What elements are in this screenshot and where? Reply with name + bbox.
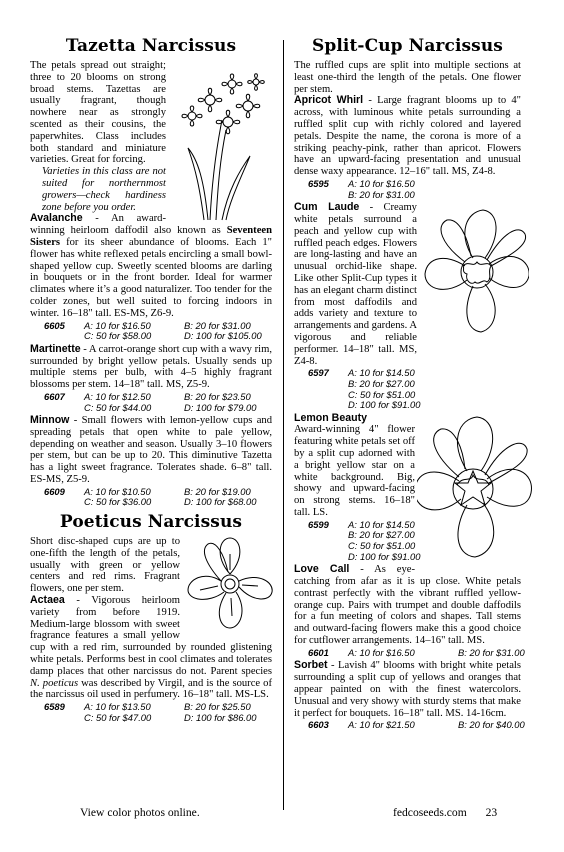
price-b: B: 20 for $25.50 bbox=[184, 701, 251, 713]
splitcup-intro: The ruffled cups are split into multiple sections at least one-third the length of the petals. One flower per stem. bbox=[294, 60, 521, 95]
price-d: D: 100 for $68.00 bbox=[184, 496, 257, 508]
tazetta-heading: Tazetta Narcissus bbox=[65, 36, 237, 56]
price-a: A: 10 for $14.50 bbox=[348, 367, 415, 379]
cumlaude-illustration-icon bbox=[421, 204, 529, 346]
avalanche-price bbox=[44, 321, 272, 342]
item-code: 6595 bbox=[308, 177, 329, 189]
martinette-desc bbox=[30, 344, 272, 391]
price-c: C: 50 for $51.00 bbox=[348, 540, 416, 552]
actaea-desc-2: was described by Virgil, and is the source of the narcissus oil used in perfumery. 16–18" tall. MS-LS. bbox=[30, 677, 272, 701]
sorbet-price bbox=[308, 719, 525, 731]
lemon-name: Lemon Beauty bbox=[294, 411, 367, 424]
footer-website[interactable]: fedcoseeds.com bbox=[393, 806, 467, 819]
price-a: A: 10 for $21.50 bbox=[348, 719, 415, 731]
page-number: 23 bbox=[485, 806, 498, 819]
price-d: D: 100 for $79.00 bbox=[184, 401, 257, 413]
item-code: 6605 bbox=[44, 319, 65, 331]
cumlaude-name: Cum Laude bbox=[294, 201, 360, 214]
poeticus-intro: Short disc-shaped cups are up to one-fifth the length of the petals, usually with green or yellow centers and red rims. Fragrant flowers, one per stem. bbox=[30, 536, 180, 595]
apricot-desc-text: - Large fragrant blooms up to 4" across, with luminous white petals surrounding a ruffled split cup with richly colored and layered petals. Despite the name, the corona is more of a striking peachy-pink, rather than apricot. Flowers have an upward-facing presentation and unusual dense waxy appearance. 12–16" tall. MS, Z4-8. bbox=[294, 95, 521, 178]
left-column bbox=[30, 32, 272, 725]
item-code: 6609 bbox=[44, 485, 65, 497]
price-a: A: 10 for $14.50 bbox=[348, 518, 415, 530]
martinette-desc-text: - A carrot-orange short cup with a wavy rim, surrounded by bright yellow petals. Usually sends up multiple stems per bulb, with 4–5 highly fragrant blossoms per stem. 14–18" tall. MS, Z5-9. bbox=[30, 343, 272, 391]
price-b: B: 20 for $31.00 bbox=[184, 319, 251, 331]
price-d: D: 100 for $91.00 bbox=[348, 550, 421, 562]
item-code: 6589 bbox=[44, 701, 65, 713]
item-code: 6603 bbox=[308, 719, 329, 731]
splitcup-heading: Split-Cup Narcissus bbox=[312, 36, 503, 56]
lovecall-desc-text: - As eye-catching from afar as it is up close. White petals contrast perfectly with the vibrant ruffled yellow-orange cup. Pairs with trumpet and double daffodils for a fun meeting of colors and shapes. Tall stems and outward-facing flowers make this a good choice for cutflower arrangements. 14–16" tall. MS. bbox=[294, 564, 521, 647]
avalanche-desc bbox=[30, 213, 272, 319]
minnow-desc bbox=[30, 415, 272, 486]
price-a: A: 10 for $12.50 bbox=[84, 390, 151, 402]
right-column bbox=[294, 32, 525, 733]
price-d: D: 100 for $86.00 bbox=[184, 711, 257, 723]
price-c: C: 50 for $58.00 bbox=[84, 330, 152, 342]
lovecall-price bbox=[308, 646, 525, 659]
apricot-name: Apricot Whirl bbox=[294, 94, 364, 107]
lovecall-name: Love Call bbox=[294, 563, 350, 576]
price-b: B: 20 for $31.00 bbox=[458, 646, 525, 658]
price-c: C: 50 for $44.00 bbox=[84, 401, 152, 413]
minnow-price bbox=[44, 487, 272, 508]
avalanche-desc-2: for its sheer abundance of blooms. Each 1" flower has white reflexed petals encircling a small bowl-shaped yellow cup. Sweetly scented blooms are darling in bouquets or in the front border. Ideal for warmer climates where it’s a good naturalizer. Too tender for the colder zones, but well suited to forcing indoors in winter. 16–18" tall. ES-MS, Z6-9. bbox=[30, 236, 272, 319]
martinette-price bbox=[44, 392, 272, 413]
minnow-name: Minnow bbox=[30, 414, 70, 427]
lemon-price bbox=[308, 518, 421, 562]
price-b: B: 20 for $23.50 bbox=[184, 390, 251, 402]
sorbet-desc bbox=[294, 660, 521, 719]
tazetta-note: Varieties in this class are not suited for northernmost growers—check hardiness zone before you order. bbox=[42, 166, 166, 213]
poeticus-illustration-icon bbox=[184, 536, 276, 632]
price-a: A: 10 for $10.50 bbox=[84, 485, 151, 497]
sorbet-desc-text: - Lavish 4" blooms with bright white petals surrounding a split cup of yellows and oranges that appear painted on with the finest watercolors. Unusual and very showy with sturdy stems that make it perfect for bouquets. 16–18" tall. MS. 14-16cm. bbox=[294, 660, 521, 719]
price-a: A: 10 for $16.50 bbox=[348, 646, 415, 658]
actaea-price bbox=[44, 702, 272, 723]
price-b: B: 20 for $27.00 bbox=[348, 377, 415, 389]
lemon-desc-text: Award-winning 4" flower featuring white petals set off by a split cup adorned with a bright yellow star on a white background. Big, showy and upward-facing on strong stems. 16–18" tall. LS. bbox=[294, 424, 416, 519]
price-d: D: 100 for $91.00 bbox=[348, 399, 421, 411]
poeticus-heading: Poeticus Narcissus bbox=[59, 512, 243, 533]
price-a: A: 10 for $16.50 bbox=[348, 177, 415, 189]
column-divider bbox=[283, 40, 284, 810]
footer-photos-note: View color photos online. bbox=[80, 806, 200, 819]
apricot-desc bbox=[294, 95, 521, 178]
price-d: D: 100 for $105.00 bbox=[184, 330, 262, 342]
avalanche-name: Avalanche bbox=[30, 212, 83, 225]
actaea-desc-1: - Vigorous heirloom variety from before 1919. Medium-large blossom with sweet fragrance features a small yellow cup with a red rim, surrounded by rounded glistening white petals. Performs best in cool climates and tolerates damp places that other narcissus do not. Parent species bbox=[30, 595, 272, 677]
item-code: 6607 bbox=[44, 390, 65, 402]
lovecall-desc bbox=[294, 564, 521, 647]
tazetta-illustration-icon bbox=[170, 60, 278, 222]
price-b: B: 20 for $27.00 bbox=[348, 529, 415, 541]
sorbet-name: Sorbet bbox=[294, 659, 328, 672]
avalanche-alias: Seventeen Sisters bbox=[30, 225, 272, 248]
tazetta-intro: The petals spread out straight; three to 20 blooms on strong broad stems. Tazettas are usually fragrant, though nowhere near as strongly scented as their cousins, the paperwhites. Class includes both standard and miniature varieties. Great for forcing. bbox=[30, 60, 166, 166]
cumlaude-price bbox=[308, 368, 521, 410]
item-code: 6599 bbox=[308, 518, 329, 530]
price-b: B: 20 for $31.00 bbox=[348, 188, 415, 200]
price-c: C: 50 for $47.00 bbox=[84, 711, 152, 723]
avalanche-desc-1: - An award-winning heirloom daffodil also known as bbox=[30, 213, 227, 237]
item-code: 6601 bbox=[308, 646, 329, 658]
price-c: C: 50 for $51.00 bbox=[348, 388, 416, 400]
actaea-name: Actaea bbox=[30, 594, 65, 607]
price-b: B: 20 for $19.00 bbox=[184, 485, 251, 497]
footer-right bbox=[393, 806, 497, 819]
cumlaude-desc-text: - Creamy white petals surround a peach and yellow cup with ruffled peach edges. Flowers are long-lasting and have an unusual orchid-like shape. Like other Split-Cup types it has an elegant charm distinct from most daffodils and adds variety and texture to arrangements and gardens. A vigorous and reliable performer. 14–18" tall. MS, Z4-8. bbox=[294, 202, 417, 367]
price-c: C: 50 for $36.00 bbox=[84, 496, 152, 508]
item-code: 6597 bbox=[308, 367, 329, 379]
actaea-species: N. poeticus bbox=[30, 677, 79, 689]
minnow-desc-text: - Small flowers with lemon-yellow cups and spreading petals that open white to pale yellow, depending on weather and season. Usually 3–10 flowers per stem, but can be up to 20. This diminutive Tazetta has a light sweet fragrance. Tolerates shade. 6–8" tall. ES-MS, Z5-9. bbox=[30, 415, 272, 486]
price-b: B: 20 for $40.00 bbox=[458, 719, 525, 731]
martinette-name: Martinette bbox=[30, 342, 81, 355]
price-a: A: 10 for $13.50 bbox=[84, 701, 151, 713]
apricot-price bbox=[308, 179, 521, 200]
price-a: A: 10 for $16.50 bbox=[84, 319, 151, 331]
